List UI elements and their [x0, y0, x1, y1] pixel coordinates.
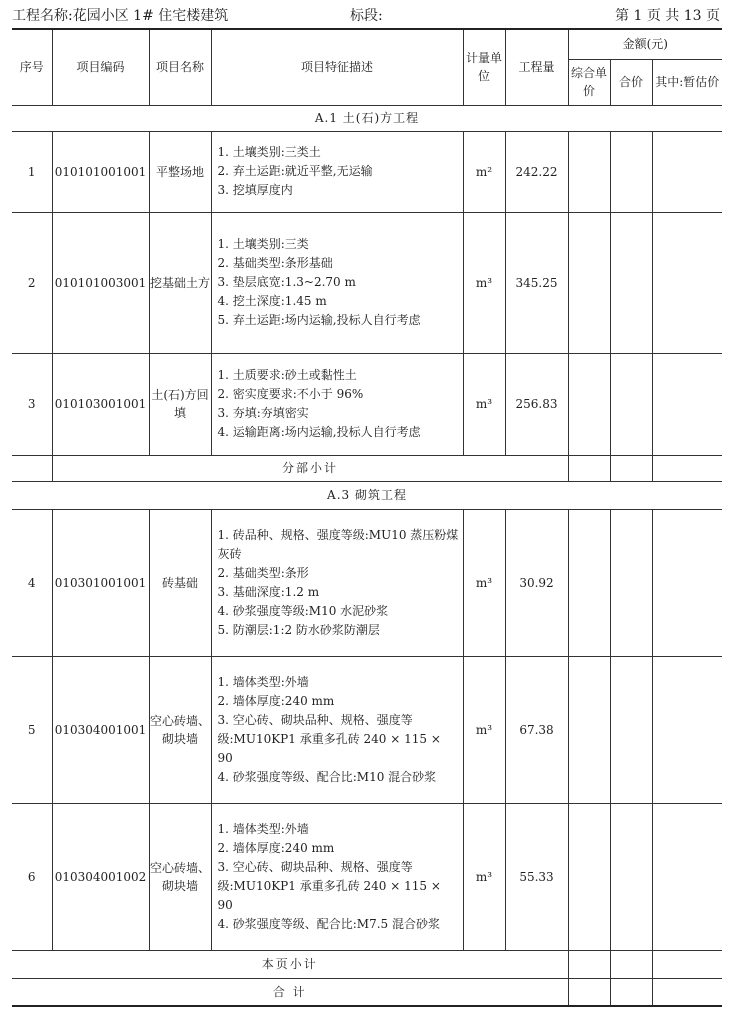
row-desc [211, 212, 463, 353]
row-code: 010101001001 [52, 131, 149, 212]
col-header-code: 项目编码 [52, 29, 149, 105]
section-title: A.1 土(石)方工程 [12, 105, 722, 131]
row-unit-price [568, 509, 610, 656]
desc-line: 2. 墙体厚度:240 mm [217, 840, 335, 855]
desc-line: 4. 砂浆强度等级:M10 水泥砂浆 [217, 603, 389, 618]
col-header-name: 项目名称 [149, 29, 211, 105]
total-row [12, 978, 722, 1006]
col-header-seq: 序号 [12, 29, 52, 105]
col-header-total: 合价 [610, 59, 652, 105]
row-qty: 345.25 [505, 212, 568, 353]
row-desc [211, 656, 463, 803]
desc-line: 1. 土质要求:砂土或黏性土 [217, 368, 357, 382]
row-seq: 2 [12, 212, 52, 353]
row-total [610, 212, 652, 353]
row-desc [211, 353, 463, 455]
section-row [12, 481, 722, 509]
row-total [610, 353, 652, 455]
row-qty: 67.38 [505, 656, 568, 803]
row-qty: 55.33 [505, 803, 568, 950]
row-provisional [652, 353, 722, 455]
desc-line: 1. 墙体类型:外墙 [217, 821, 309, 836]
desc-line: 4. 砂浆强度等级、配合比:M10 混合砂浆 [217, 769, 437, 784]
subtotal-part-label: 分部小计 [52, 455, 568, 481]
col-header-amount: 金额(元) [568, 29, 722, 59]
row-provisional [652, 509, 722, 656]
row-qty: 242.22 [505, 131, 568, 212]
row-unit: m² [463, 131, 505, 212]
table-row [12, 509, 722, 656]
desc-line: 3. 垫层底宽:1.3~2.70 m [217, 275, 356, 289]
bill-of-quantities-table [12, 28, 722, 1007]
desc-line: 1. 土壤类别:三类 [217, 237, 309, 251]
row-code: 010304001002 [52, 803, 149, 950]
row-qty: 30.92 [505, 509, 568, 656]
desc-line: 2. 弃土运距:就近平整,无运输 [217, 164, 373, 178]
row-seq: 5 [12, 656, 52, 803]
row-code: 010103001001 [52, 353, 149, 455]
subtotal-row [12, 950, 722, 978]
row-seq: 1 [12, 131, 52, 212]
row-unit: m³ [463, 353, 505, 455]
row-unit: m³ [463, 656, 505, 803]
total-label: 合 计 [12, 978, 568, 1006]
table-row [12, 131, 722, 212]
row-desc [211, 131, 463, 212]
row-unit: m³ [463, 212, 505, 353]
section-label: 标段: [350, 8, 383, 24]
row-name: 砖基础 [149, 509, 211, 656]
row-provisional [652, 131, 722, 212]
desc-line: 2. 密实度要求:不小于 96% [217, 387, 364, 401]
row-unit-price [568, 131, 610, 212]
table-row [12, 656, 722, 803]
desc-line: 1. 土壤类别:三类土 [217, 145, 321, 159]
subtotal-row [12, 455, 722, 481]
desc-line: 4. 砂浆强度等级、配合比:M7.5 混合砂浆 [217, 916, 440, 931]
row-unit-price [568, 353, 610, 455]
row-desc [211, 803, 463, 950]
desc-line: 3. 基础深度:1.2 m [217, 584, 320, 599]
row-desc [211, 509, 463, 656]
row-unit: m³ [463, 509, 505, 656]
row-name: 空心砖墙、砌块墙 [149, 803, 211, 950]
row-name: 土(石)方回填 [149, 353, 211, 455]
col-header-qty: 工程量 [505, 29, 568, 105]
col-header-provisional: 其中:暂估价 [652, 59, 722, 105]
desc-line: 2. 墙体厚度:240 mm [217, 693, 335, 708]
desc-line: 4. 运输距离:场内运输,投标人自行考虑 [217, 425, 421, 439]
row-code: 010304001001 [52, 656, 149, 803]
row-unit: m³ [463, 803, 505, 950]
desc-line: 1. 砖品种、规格、强度等级:MU10 蒸压粉煤灰砖 [217, 527, 459, 561]
row-seq: 6 [12, 803, 52, 950]
row-total [610, 131, 652, 212]
row-total [610, 803, 652, 950]
row-code: 010101003001 [52, 212, 149, 353]
desc-line: 4. 挖土深度:1.45 m [217, 294, 327, 308]
col-header-desc: 项目特征描述 [211, 29, 463, 105]
row-unit-price [568, 212, 610, 353]
subtotal-page-label: 本页小计 [12, 950, 568, 978]
row-code: 010301001001 [52, 509, 149, 656]
table-row [12, 803, 722, 950]
desc-line: 3. 夯填:夯填密实 [217, 406, 309, 420]
col-header-unit: 计量单位 [463, 29, 505, 105]
row-name: 平整场地 [149, 131, 211, 212]
col-header-unit-price: 综合单价 [568, 59, 610, 105]
sheet-header [0, 0, 734, 28]
desc-line: 1. 墙体类型:外墙 [217, 674, 309, 689]
row-seq: 3 [12, 353, 52, 455]
section-title: A.3 砌筑工程 [12, 481, 722, 509]
section-row [12, 105, 722, 131]
desc-line: 3. 空心砖、砌块品种、规格、强度等级:MU10KP1 承重多孔砖 240 × 115 × 90 [217, 712, 441, 765]
desc-line: 2. 基础类型:条形 [217, 565, 309, 580]
row-qty: 256.83 [505, 353, 568, 455]
page-indicator: 第 1 页 共 13 页 [615, 8, 720, 24]
row-total [610, 656, 652, 803]
row-unit-price [568, 803, 610, 950]
desc-line: 5. 防潮层:1:2 防水砂浆防潮层 [217, 622, 380, 637]
row-provisional [652, 803, 722, 950]
row-total [610, 509, 652, 656]
table-row [12, 353, 722, 455]
table-row [12, 212, 722, 353]
row-seq: 4 [12, 509, 52, 656]
row-name: 挖基础土方 [149, 212, 211, 353]
desc-line: 3. 挖填厚度内 [217, 183, 293, 197]
project-name: 工程名称:花园小区 1# 住宅楼建筑 [12, 8, 229, 24]
desc-line: 5. 弃土运距:场内运输,投标人自行考虑 [217, 313, 421, 327]
row-name: 空心砖墙、砌块墙 [149, 656, 211, 803]
row-unit-price [568, 656, 610, 803]
row-provisional [652, 656, 722, 803]
row-provisional [652, 212, 722, 353]
desc-line: 3. 空心砖、砌块品种、规格、强度等级:MU10KP1 承重多孔砖 240 × 115 × 90 [217, 859, 441, 912]
desc-line: 2. 基础类型:条形基础 [217, 256, 333, 270]
